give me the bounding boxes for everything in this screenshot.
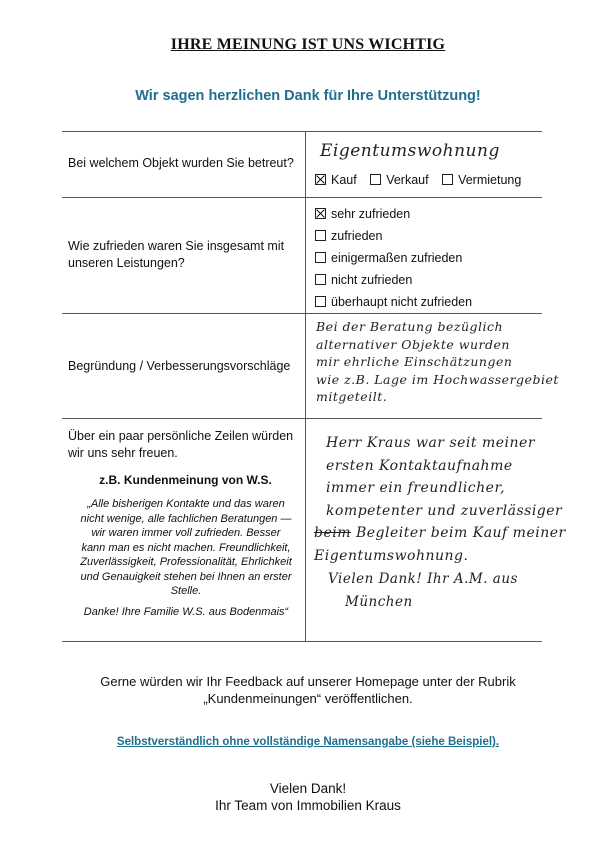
question-personal-lines: Über ein paar persönliche Zeilen würden wir uns sehr freuen. — [68, 429, 294, 460]
question-object: Bei welchem Objekt wurden Sie betreut? — [68, 156, 294, 170]
thanks-line: Vielen Dank! — [269, 781, 347, 796]
table-rule — [62, 197, 542, 198]
handwritten-line: Eigentumswohnung. — [314, 547, 469, 564]
checkbox-icon — [315, 274, 326, 285]
handwritten-line: kompetenter und zuverlässiger — [326, 502, 563, 519]
handwritten-line: mir ehrliche Einschätzungen — [316, 354, 513, 369]
checkbox-checked-icon — [315, 174, 326, 185]
answer-feedback-handwritten — [316, 318, 606, 406]
table-rule — [62, 418, 542, 419]
table-rule — [62, 131, 542, 132]
feedback-note-line1: Gerne würden wir Ihr Feedback auf unserer Homepage unter der Rubrik — [100, 674, 516, 689]
question-feedback: Begründung / Verbesserungsvorschläge — [68, 359, 291, 373]
example-heading: z.B. Kundenmeinung von W.S. — [99, 473, 272, 487]
example-quote: „Alle bisherigen Kontakte und das waren nicht wenige, alle fachlichen Beratungen — wir waren immer voll zufrieden. Besser kann man es nicht machen. Freundlichkeit, Zuverlässigkeit, Professionalität, Ehrlichkeit und Genauigkeit stehen bei Ihnen an erster Stelle. — [80, 498, 292, 597]
checkbox-icon — [315, 230, 326, 241]
checkbox-sehr-zufrieden[interactable]: sehr zufrieden — [315, 207, 410, 221]
team-signature: Ihr Team von Immobilien Kraus — [215, 798, 401, 813]
handwritten-line: ersten Kontaktaufnahme — [326, 457, 513, 474]
answer-object-handwritten: Eigentumswohnung — [320, 141, 500, 161]
answer-closing-city: München — [345, 594, 413, 610]
handwritten-line: beim Begleiter beim Kauf meiner — [314, 525, 566, 541]
checkbox-icon — [315, 296, 326, 307]
handwritten-line: alternativer Objekte wurden — [316, 336, 510, 352]
checkbox-checked-icon — [315, 208, 326, 219]
checkbox-einigermassen[interactable]: einigermaßen zufrieden — [315, 251, 462, 265]
table-rule — [62, 641, 542, 642]
q1-options — [315, 173, 521, 187]
page-subtitle: Wir sagen herzlichen Dank für Ihre Unterstützung! — [135, 88, 481, 104]
checkbox-ueberhaupt-nicht[interactable]: überhaupt nicht zufrieden — [315, 295, 472, 309]
checkbox-kauf[interactable]: Kauf — [315, 173, 357, 187]
checkbox-nicht-zufrieden[interactable]: nicht zufrieden — [315, 273, 412, 287]
answer-personal-handwritten — [314, 432, 611, 567]
example-signoff: Danke! Ihre Familie W.S. aus Bodenmais“ — [83, 606, 289, 618]
struck-word: beim — [314, 525, 351, 541]
checkbox-zufrieden[interactable]: zufrieden — [315, 229, 382, 243]
checkbox-icon — [370, 174, 381, 185]
answer-closing-handwritten: Vielen Dank! Ihr A.M. aus — [328, 571, 518, 587]
handwritten-line: wie z.B. Lage im Hochwassergebiet — [316, 371, 559, 387]
handwritten-line: Bei der Beratung bezüglich — [316, 319, 504, 334]
anonymity-note: Selbstverständlich ohne vollständige Namensangabe (siehe Beispiel). — [116, 736, 500, 748]
handwritten-line: mitgeteilt. — [316, 389, 388, 404]
question-satisfaction: Wie zufrieden waren Sie insgesamt mit unseren Leistungen? — [68, 239, 285, 270]
checkbox-verkauf[interactable]: Verkauf — [370, 173, 428, 187]
checkbox-icon — [315, 252, 326, 263]
feedback-note-line2: „Kundenmeinungen“ veröffentlichen. — [203, 691, 413, 706]
table-divider — [305, 131, 306, 641]
checkbox-icon — [442, 174, 453, 185]
handwritten-line: Herr Kraus war seit meiner — [326, 435, 536, 451]
page-title: IHRE MEINUNG IST UNS WICHTIG — [170, 36, 446, 53]
checkbox-vermietung[interactable]: Vermietung — [442, 173, 521, 187]
handwritten-line: immer ein freundlicher, — [326, 480, 506, 496]
table-rule — [62, 313, 542, 314]
